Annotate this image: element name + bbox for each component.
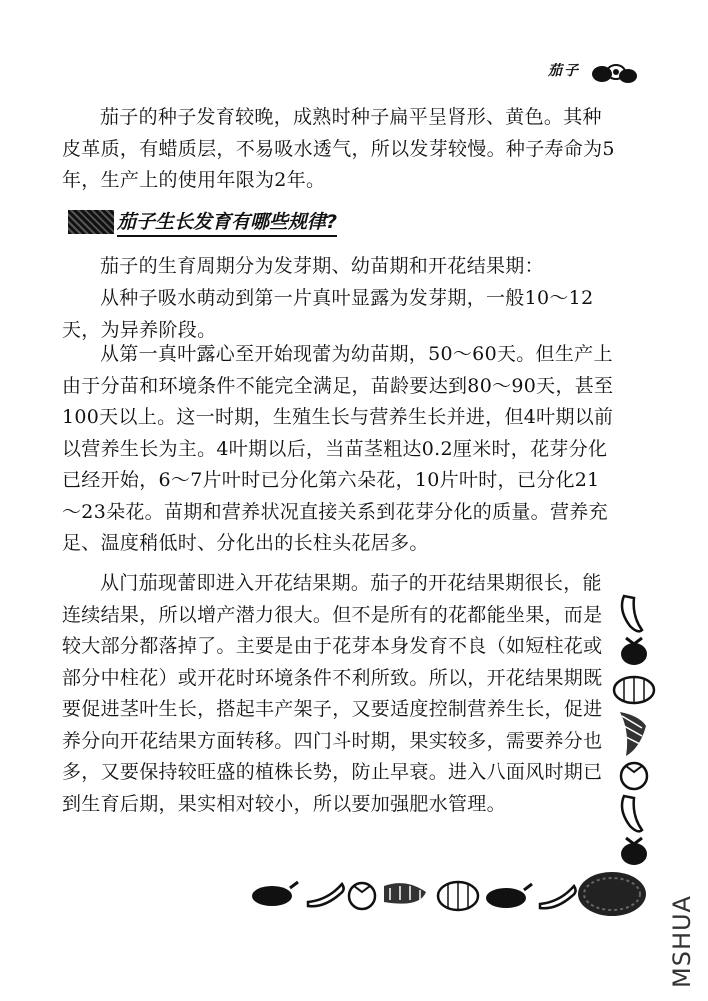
eggplant-icon	[486, 884, 532, 908]
paragraph-flowering: 从门茄现蕾即进入开花结果期。茄子的开花结果期很长，能连续结果，所以增产潜力很大。但不是所有的花都能坐果，而是较大部分都落掉了。主要是由于花芽本身发育不良（如短柱花或部分中柱花）或开花时环境条件不利所致。所以，开花结果期既要促进茎叶生长，搭起丰产架子，又要适度控制营养生长，促进养分向开花结果方面转移。四门斗时期，果实较多，需要养分也多，又要保持较旺盛的植株长势，防止早衰。进入八面风时期已到生育后期，果实相对较小，所以要加强肥水管理。	[62, 572, 603, 815]
heading-marker-icon	[68, 210, 114, 234]
paragraph-seedling: 从第一真叶露心至开始现蕾为幼苗期，50～60天。但生产上由于分苗和环境条件不能完全满足，苗龄要达到80～90天，甚至100天以上。这一时期，生殖生长与营养生长并进，但4叶期以前以营养生长为主。4叶期以后，当苗茎粗达0.2厘米时，花芽分化已经开始，6～7片叶时已分化第六朵花，10片叶时，已分化21～23朵花。苗期和营养状况直接关系到花芽分化的质量。营养充足、温度稍低时、分化出的长柱头花居多。	[62, 343, 614, 554]
eggplant-icon	[621, 838, 647, 865]
corn-icon	[620, 712, 646, 756]
cucumber-icon	[622, 596, 642, 631]
cucumber-icon	[540, 886, 576, 908]
paragraph-germination: 从种子吸水萌动到第一片真叶显露为发芽期，一般10～12天，为异养阶段。	[62, 287, 594, 341]
vegetable-cluster-icon	[590, 58, 640, 90]
corn-icon	[384, 883, 426, 904]
paragraph-growth-periods: 茄子的生育周期分为发芽期、幼苗期和开花结果期：	[100, 255, 544, 277]
bottom-decoration	[250, 862, 650, 922]
tomato-icon	[349, 883, 375, 909]
melon-icon	[578, 872, 646, 916]
heading-text: 茄子生长发育有哪些规律?	[117, 207, 337, 237]
eggplant-icon	[252, 882, 298, 906]
running-head: 茄子	[548, 63, 580, 79]
section-heading	[68, 207, 337, 237]
pumpkin-icon	[438, 882, 478, 910]
pumpkin-icon	[614, 677, 654, 703]
paragraph-seed: 茄子的种子发育较晚，成熟时种子扁平呈肾形、黄色。其种皮革质，有蜡质层，不易吸水透气，所以发芽较慢。种子寿命为5年，生产上的使用年限为2年。	[62, 106, 615, 191]
tomato-icon	[621, 763, 647, 789]
watermark: MSHUA	[668, 895, 696, 988]
cucumber-icon	[308, 884, 344, 906]
cucumber-icon	[622, 796, 642, 831]
side-decoration	[610, 592, 660, 872]
eggplant-icon	[621, 638, 647, 665]
